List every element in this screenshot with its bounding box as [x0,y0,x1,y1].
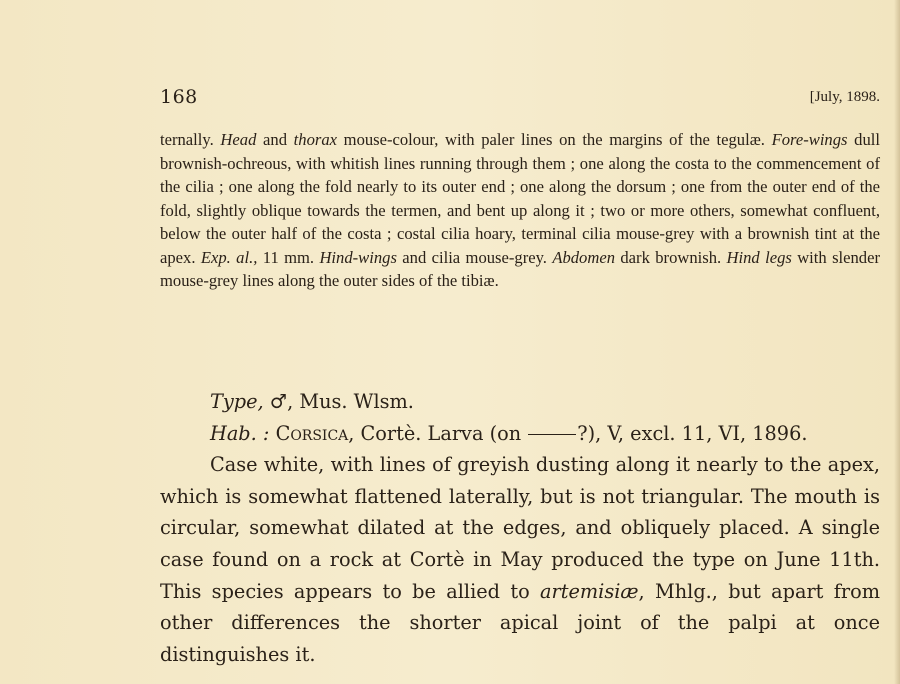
text-run: dull brownish-ochreous, with whitish lines running through them ; one along the costa to the commencement of the cilia ; one along the fold nearly to its outer end ; one along the dorsum ; one from the outer end of the fold, slightly oblique towards the termen, and bent up along it ; two or more others, somewhat confluent, below the outer half of the costa ; costal cilia hoary, terminal cilia mouse-grey with a brownish tint at the apex. [160,130,880,267]
hab-rest-1: , Cortè. Larva (on [348,421,528,445]
case-paragraph [160,449,880,670]
term-head: Head [220,130,257,149]
text-run: and cilia mouse-grey. [396,247,553,267]
text-run: and [256,130,294,149]
hab-label: Hab. : [210,421,270,445]
text-run: 11 mm. [257,247,320,267]
term-hindlegs: Hind legs [726,247,792,267]
text-run: with slender mouse-grey lines along the outer sides of the tibiæ. [160,247,880,290]
hab-rest-2: ?), V, excl. 11, VI, 1896. [577,421,808,445]
page-header [160,86,880,112]
text-run: Case white, with lines of greyish dusting along it nearly to the apex, which is somewhat flattened laterally, but is not triangular. The mouth is circular, somewhat dilated at the edges, and obliquely placed. A single case found on a rock at Cortè in May produced the type on June 11th. This species appears to be allied to [160,453,880,603]
page-number: 168 [160,86,198,108]
type-rest: , Mus. Wlsm. [287,390,414,413]
text-run: mouse-colour, with paler lines on the margins of the tegulæ. [337,130,772,149]
habitat-line [160,418,880,450]
species-name: artemisiæ [540,579,639,603]
page-edge-shadow [894,0,900,684]
text-run: dark brownish. [615,247,727,267]
text-run: , Mhlg., but apart from other differences the shorter apical joint of the palpi at once distinguishes it. [160,579,881,666]
text-run: ternally. [160,130,221,149]
term-expanse: Exp. al., [200,247,258,267]
running-head: [July, 1898. [809,89,880,105]
description-paragraph [160,128,880,293]
species-description [160,128,880,293]
term-abdomen: Abdomen [552,247,616,267]
term-hindwings: Hind-wings [319,247,397,267]
type-line [160,386,880,418]
hab-place: Corsica [275,421,349,445]
type-label: Type, [210,390,264,413]
main-text [160,386,880,670]
em-dash-rule [528,434,576,435]
male-symbol: ♂ [269,390,288,413]
term-forewings: Fore-wings [771,130,848,149]
term-thorax: thorax [293,130,337,149]
